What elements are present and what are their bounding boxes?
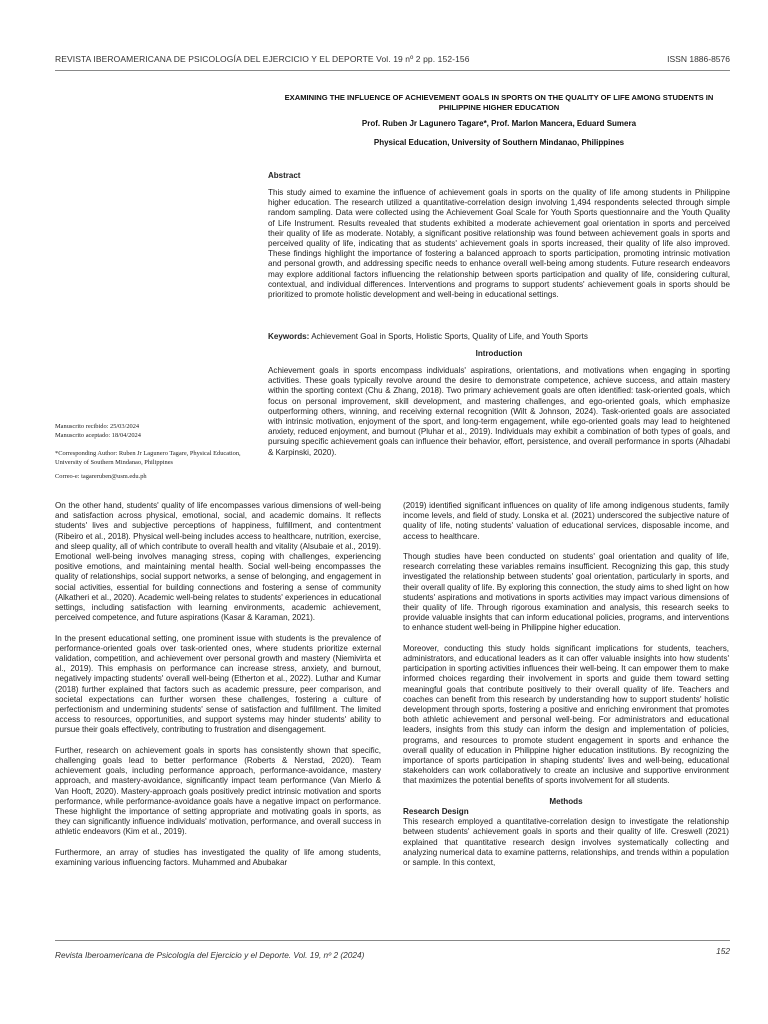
research-design-heading: Research Design bbox=[403, 807, 469, 817]
body-paragraph: Further, research on achievement goals in sports has consistently shown that specific, challenging goals lead to better performance (Roberts & Nerstad, 2020). Team achievement goals, including performance approach, performance-avoidance, mastery approach, and mastery-avoidance, significantly impact team performance (Van Mierlo & Van Hooft, 2020). Mastery-approach goals positively predict intrinsic motivation and sports performance, while performance-avoidance goals have a negative impact on performance. These highlight the importance of setting appropriate and motivating goals in sports, as they can significantly influence individuals' motivation, performance, and overall success in athletic endeavors (Kim et al., 2019). bbox=[55, 745, 381, 837]
body-column-right bbox=[403, 501, 729, 878]
body-paragraph: Furthermore, an array of studies has investigated the quality of life among students, examining various influencing factors. Muhammed and Abubakar bbox=[55, 847, 381, 868]
keywords bbox=[268, 332, 730, 341]
body-paragraph: In the present educational setting, one prominent issue with students is the prevalence of performance-oriented goals over task-oriented ones, where students prioritize external validation, competition, and achievement over personal growth and mastery (Niemivirta et al., 2019). This emphasis on performance can increase stress, anxiety, and burnout, negatively impacting students' overall well-being (Etherton et al., 2022). Luthar and Kumar (2018) further explained that factors such as academic pressure, peer comparison, and societal expectations can further worsen these challenges, fostering a culture of perfectionism and undermining students' sense of satisfaction and fulfillment. The limited access to resources, opportunities, and support systems may hinder students' ability to pursue their goals effectively, contributing to frustration and disengagement. bbox=[55, 633, 381, 735]
abstract-text: This study aimed to examine the influence of achievement goals in sports on the quality of life among students in Philippine higher education. The research utilized a quantitative-correlation design involving 1,494 respondents selected through simple random sampling. Data were collected using the Achievement Goal Scale for Youth Sports questionnaire and the Youth Quality of Life Instrument. Results revealed that students exhibited a moderate achievement goal orientation in sports and perceived their quality of life as moderate. Notably, a significant positive relationship was found between achievement goals in sports and perceived quality of life, indicating that as students' achievement goals in sports increased, their quality of life also improved. These findings highlight the importance of fostering a balanced approach to sports participation, promoting intrinsic motivation and personal growth, and addressing specific needs to enhance overall well-being among students. Future research endeavors may explore additional factors influencing the relationship between sports participation and quality of life, considering cultural, contextual, and individual differences. Interventions and programs to support students' achievement goals in sports should be prioritized to promote holistic development and well-being in educational settings. bbox=[268, 188, 730, 300]
introduction-heading: Introduction bbox=[475, 349, 523, 358]
body-paragraph: (2019) identified significant influences on quality of life among indigenous students, family income levels, and field of study. Lonska et al. (2021) underscored the subjective nature of quality of life, noting students' valuation of educational services, disposable income, and access to healthcare. bbox=[403, 501, 729, 541]
body-paragraph: This research employed a quantitative-correlation design to investigate the relationship between students' achievement goals in sports and their quality of life. Creswell (2021) explained that quantitative research design involves systematically collecting and analyzing numerical data to examine patterns, relationships, and trends within a population or sample. In this context, bbox=[403, 817, 729, 868]
keywords-label: Keywords: bbox=[268, 332, 310, 341]
received-date: Manuscrito recibido: 25/03/2024 bbox=[55, 423, 140, 430]
article-title: EXAMINING THE INFLUENCE OF ACHIEVEMENT GOALS IN SPORTS ON THE QUALITY OF LIFE AMONG STUDENTS IN PHILIPPINE HIGHER EDUCATION bbox=[284, 93, 714, 112]
header-rule bbox=[55, 70, 730, 71]
footer-journal: Revista Iberoamericana de Psicología del Ejercicio y el Deporte. Vol. 19, nº 2 (2024) bbox=[55, 950, 365, 960]
author-email: Correo-e: tagareruben@usm.edu.ph bbox=[55, 473, 147, 480]
body-column-left bbox=[55, 501, 381, 878]
corresponding-author-note: *Corresponding Author: Ruben Jr Lagunero Tagare, Physical Education, University of Southern Mindanao, Philippines bbox=[55, 450, 241, 466]
running-header-journal: REVISTA IBEROAMERICANA DE PSICOLOGÍA DEL EJERCICIO Y EL DEPORTE Vol. 19 nº 2 pp. 152-156 bbox=[55, 54, 470, 64]
footer-rule bbox=[55, 940, 730, 941]
keywords-list: Achievement Goal in Sports, Holistic Sports, Quality of Life, and Youth Sports bbox=[309, 332, 588, 341]
manuscript-dates bbox=[55, 422, 265, 440]
body-paragraph: Moreover, conducting this study holds significant implications for students, teachers, administrators, and educational leaders as it can offer valuable insights into how students' participation in sporting activities influences their well-being. It can empower them to make informed choices regarding their involvement in sports and guide them toward setting meaningful goals that contribute positively to their overall quality of life. Teachers and coaches can benefit from this research by understanding how to support students' holistic development through sports, fostering a positive and enriching environment that promotes both athletic achievement and personal well-being. For administrators and educational leaders, insights from this study can inform the design and implementation of policies, programs, and resources to promote student engagement in sports and enhance the overall quality of education in Philippine higher education institutions. By recognizing the importance of sports participation in shaping students' lives and well-being, educational stakeholders can work collaboratively to create an inclusive and supportive environment that maximizes the potential benefits of sports involvement for all students. bbox=[403, 643, 729, 786]
page-number: 152 bbox=[716, 946, 730, 956]
abstract-heading: Abstract bbox=[268, 171, 301, 180]
article-affiliation: Physical Education, University of Southern Mindanao, Philippines bbox=[373, 138, 625, 147]
running-header-issn: ISSN 1886-8576 bbox=[667, 54, 730, 64]
body-paragraph: On the other hand, students' quality of life encompasses various dimensions of well-being and satisfaction across physical, emotional, social, and academic domains. It reflects students' lives and subjective perceptions of happiness, fulfillment, and contentment (Ribeiro et al., 2018). Physical well-being includes access to healthcare, nutrition, exercise, and sleep quality, all of which contribute to overall health and vitality (Alsubaie et al., 2019). Emotional well-being involves managing stress, coping with challenges, experiencing positive emotions, and maintaining mental health. Social well-being encompasses the quality of relationships, social support networks, a sense of belonging, and engagement in social activities, essential for building connections and fostering a sense of community (Alkatheri et al., 2020). Academic well-being relates to students' experiences in educational settings, including satisfaction with learning environments, academic achievement, perceived competence, and future aspirations (Kasar & Karaman, 2021). bbox=[55, 501, 381, 623]
methods-heading: Methods bbox=[549, 796, 583, 806]
body-paragraph: Though studies have been conducted on students' goal orientation and quality of life, research correlating these variables remains insufficient. Recognizing this gap, this study investigated the relationship between students' goal orientation, particularly in sports, and their overall quality of life. By exploring this connection, the study aims to shed light on how students' aspirations and motivations in sports activities may impact various dimensions of their quality of life. Through rigorous examination and analysis, this research seeks to provide valuable insights that can inform educational policies, programs, and interventions to enhance student well-being in Philippine higher education. bbox=[403, 552, 729, 633]
introduction-text: Achievement goals in sports encompass individuals' aspirations, orientations, and motivations when engaging in sporting activities. These goals typically revolve around the desire to demonstrate competence, achieve success, and attain mastery within the sporting context (Chu & Zhang, 2018). Two primary achievement goals are often identified: task-oriented goals, which focus on personal improvement, skill development, and mastering challenges, and ego-oriented goals, which emphasize outperforming others, winning, and receiving external recognition (Wilt & Johnson, 2024). Task-oriented goals are associated with intrinsic motivation, enjoyment of the sport, and long-term engagement, while ego-oriented goals may lead to heightened anxiety, reduced enjoyment, and burnout (Pluhar et al., 2019). Individuals may exhibit a combination of both types of goals, and pursuing specific achievement goals can influence their behavior, effort, persistence, and overall performance in sports (Alhadabi & Karpinski, 2020). bbox=[268, 366, 730, 457]
article-authors: Prof. Ruben Jr Lagunero Tagare*, Prof. Marlon Mancera, Eduard Sumera bbox=[361, 119, 637, 128]
accepted-date: Manuscrito aceptado: 18/04/2024 bbox=[55, 432, 141, 439]
